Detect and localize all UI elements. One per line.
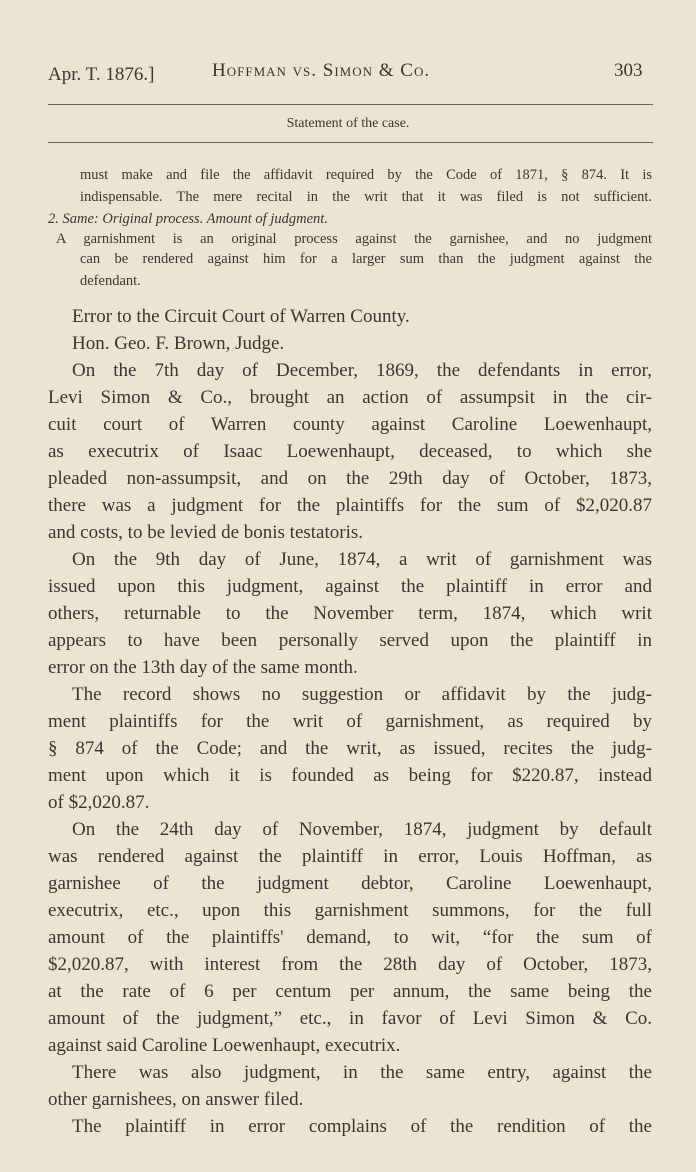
headnotes — [48, 164, 652, 292]
body-line: On the 9th day of June, 1874, a writ of garnishment was — [72, 549, 652, 570]
headnote-line: A garnishment is an original process against the garnishee, and no judgment — [56, 231, 652, 247]
body-line: at the rate of 6 per centum per annum, the same being the — [48, 981, 652, 1002]
body-line: against said Caroline Loewenhaupt, executrix. — [48, 1035, 401, 1056]
body-line: On the 24th day of November, 1874, judgment by default — [72, 819, 652, 840]
body-line: garnishee of the judgment debtor, Caroline Loewenhaupt, — [48, 873, 652, 894]
body-line: The plaintiff in error complains of the rendition of the — [72, 1116, 652, 1137]
body-line: Levi Simon & Co., brought an action of assumpsit in the cir- — [48, 387, 652, 408]
body-line: of $2,020.87. — [48, 792, 150, 813]
judge-line: Hon. Geo. F. Brown, Judge. — [72, 333, 285, 354]
body-line: was rendered against the plaintiff in error, Louis Hoffman, as — [48, 846, 652, 867]
headnote-line: defendant. — [80, 273, 141, 289]
body-line: issued upon this judgment, against the plaintiff in error and — [48, 576, 652, 597]
error-to-line: Error to the Circuit Court of Warren County. — [72, 306, 410, 327]
body-line: ment upon which it is founded as being for $220.87, instead — [48, 765, 652, 786]
body-line: amount of the plaintiffs' demand, to wit, “for the sum of — [48, 927, 652, 948]
headnote-heading: 2. Same: Original process. Amount of judgment. — [48, 211, 328, 227]
body-line: There was also judgment, in the same entry, against the — [72, 1062, 652, 1083]
body-line: others, returnable to the November term, 1874, which writ — [48, 603, 652, 624]
header-rule — [48, 104, 653, 105]
body-line: $2,020.87, with interest from the 28th day of October, 1873, — [48, 954, 652, 975]
body-line: other garnishees, on answer filed. — [48, 1089, 304, 1110]
body-line: and costs, to be levied de bonis testatoris. — [48, 522, 364, 543]
body-text — [48, 303, 652, 1140]
body-line: pleaded non-assumpsit, and on the 29th day of October, 1873, — [48, 468, 652, 489]
body-line: § 874 of the Code; and the writ, as issued, recites the judg- — [48, 738, 652, 759]
body-line: ment plaintiffs for the writ of garnishment, as required by — [48, 711, 652, 732]
body-line: error on the 13th day of the same month. — [48, 657, 358, 678]
body-line: The record shows no suggestion or affidavit by the judg- — [72, 684, 652, 705]
body-line: amount of the judgment,” etc., in favor of Levi Simon & Co. — [48, 1008, 652, 1029]
body-line: cuit court of Warren county against Caroline Loewenhaupt, — [48, 414, 652, 435]
section-rule — [48, 142, 653, 143]
body-line: executrix, etc., upon this garnishment summons, for the full — [48, 900, 652, 921]
headnote-line: must make and file the affidavit required by the Code of 1871, § 874. It is — [80, 167, 652, 183]
running-head-title: Hoffman vs. Simon & Co. — [212, 60, 431, 81]
page-number: 303 — [614, 60, 643, 81]
running-head-term: Apr. T. 1876.] — [48, 64, 155, 85]
body-line: appears to have been personally served upon the plaintiff in — [48, 630, 652, 651]
headnote-line: indispensable. The mere recital in the writ that it was filed is not sufficient. — [80, 189, 652, 205]
body-line: On the 7th day of December, 1869, the defendants in error, — [72, 360, 652, 381]
headnote-line: can be rendered against him for a larger sum than the judgment against the — [80, 251, 652, 267]
body-line: there was a judgment for the plaintiffs for the sum of $2,020.87 — [48, 495, 652, 516]
section-title: Statement of the case. — [286, 116, 410, 131]
body-line: as executrix of Isaac Loewenhaupt, deceased, to which she — [48, 441, 652, 462]
